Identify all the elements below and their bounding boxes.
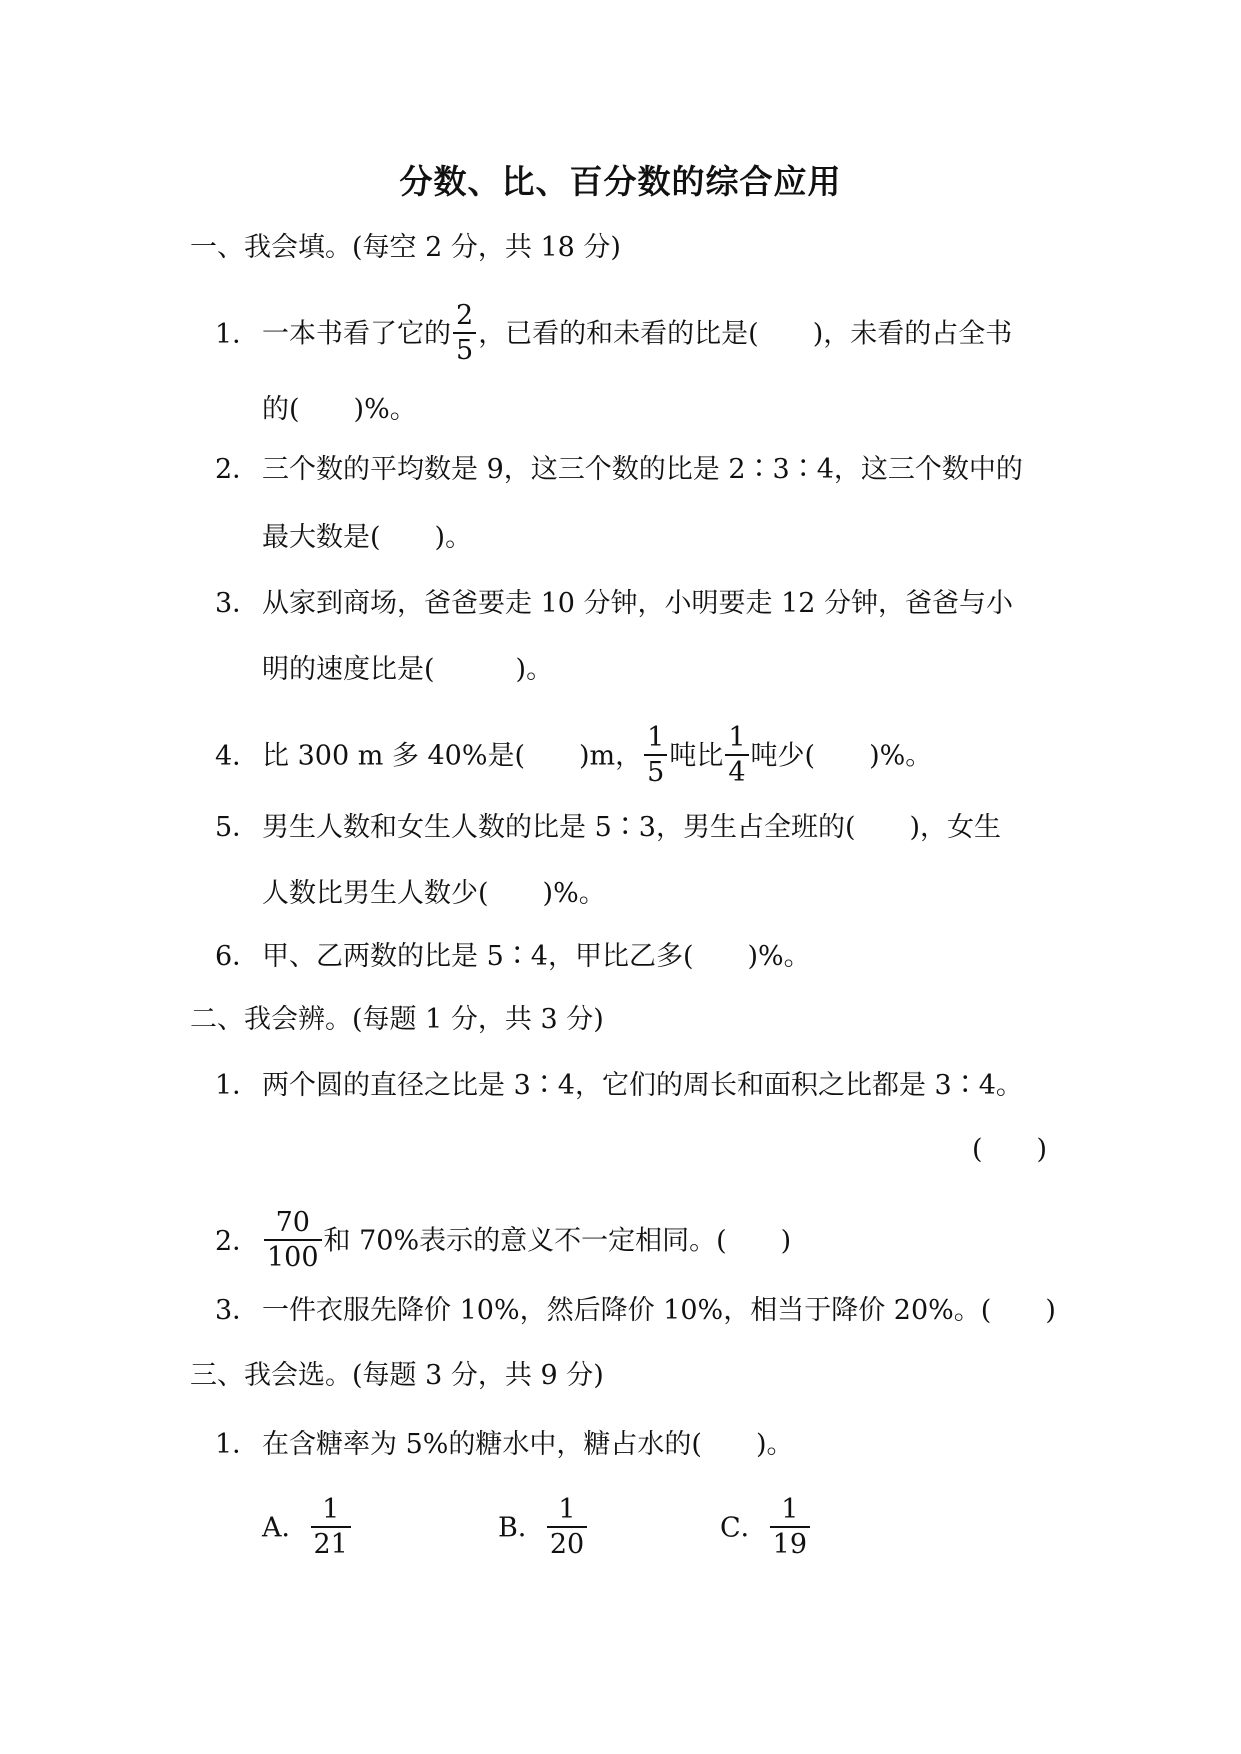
option-fraction <box>547 1496 587 1558</box>
s1-q6-text: 甲、乙两数的比是 5∶4，甲比乙多( )%。 <box>262 941 811 972</box>
s3-q1-number: 1． <box>215 1429 260 1460</box>
s2-q2-fraction <box>264 1209 322 1271</box>
s1-q2-line1 <box>215 450 1023 490</box>
s1-q1-text-pre: 一本书看了它的 <box>262 318 451 350</box>
s1-q2-line2: 最大数是( )。 <box>262 522 473 553</box>
s2-q1-line1 <box>215 1066 1023 1106</box>
s2-q1-text: 两个圆的直径之比是 3∶4，它们的周长和面积之比都是 3∶4。 <box>262 1070 1023 1101</box>
s1-q5-line1 <box>215 808 1001 848</box>
fraction-denominator: 100 <box>267 1242 319 1273</box>
s1-q4-fraction-1 <box>644 724 667 786</box>
fraction-numerator: 1 <box>311 1496 351 1528</box>
s2-q3-text: 一件衣服先降价 10%，然后降价 10%，相当于降价 20%。( ) <box>262 1295 1056 1326</box>
fraction-numerator: 70 <box>264 1209 322 1241</box>
s1-q1-fraction <box>453 302 476 364</box>
s1-q1-line1 <box>215 300 1013 366</box>
s1-q5-text: 男生人数和女生人数的比是 5∶3，男生占全班的( )，女生 <box>262 812 1002 843</box>
s1-q4-text-pre: 比 300 m 多 40%是( )m， <box>262 740 643 772</box>
fraction-denominator: 4 <box>728 757 746 788</box>
page-title: 分数、比、百分数的综合应用 <box>399 162 842 201</box>
s2-q2-number: 2． <box>215 1225 260 1257</box>
s3-q1-option-a <box>262 1494 353 1560</box>
s1-q1-text-post: ，已看的和未看的比是( )，未看的占全书 <box>478 318 1013 350</box>
s1-q2-text: 三个数的平均数是 9，这三个数的比是 2∶3∶4，这三个数中的 <box>262 454 1023 485</box>
s1-q3-line2: 明的速度比是( )。 <box>262 654 554 685</box>
s2-q2-text-post: 和 70%表示的意义不一定相同。( ) <box>323 1225 792 1257</box>
s3-q1-text: 在含糖率为 5%的糖水中，糖占水的( )。 <box>262 1429 794 1460</box>
option-fraction <box>311 1496 351 1558</box>
option-label: B． <box>498 1512 545 1544</box>
s1-q2-number: 2． <box>215 454 260 485</box>
s2-q1-number: 1． <box>215 1070 260 1101</box>
s3-q1-option-c <box>720 1494 812 1560</box>
s1-q4-number: 4． <box>215 740 260 772</box>
fraction-denominator: 5 <box>456 335 474 366</box>
s1-q4-line <box>215 722 933 788</box>
s1-q1-line2: 的( )%。 <box>262 394 417 425</box>
s1-q4-text-mid: 吨比 <box>669 740 724 772</box>
section-1-heading: 一、我会填。(每空 2 分，共 18 分) <box>190 232 621 263</box>
s1-q5-line2: 人数比男生人数少( )%。 <box>262 878 606 909</box>
s1-q4-fraction-2 <box>725 724 748 786</box>
fraction-numerator: 1 <box>725 724 748 756</box>
s2-q3-line1 <box>215 1291 1056 1331</box>
s1-q5-number: 5． <box>215 812 260 843</box>
fraction-numerator: 1 <box>644 724 667 756</box>
s1-q4-text-post: 吨少( )%。 <box>750 740 933 772</box>
section-2-heading: 二、我会辨。(每题 1 分，共 3 分) <box>190 1004 604 1035</box>
s1-q3-text: 从家到商场，爸爸要走 10 分钟，小明要走 12 分钟，爸爸与小 <box>262 588 1014 619</box>
s2-q1-answer-blank: ( ) <box>972 1134 1048 1165</box>
s1-q1-number: 1． <box>215 318 260 350</box>
s2-q2-line <box>215 1207 792 1273</box>
s3-q1-option-b <box>498 1494 589 1560</box>
s2-q3-number: 3． <box>215 1295 260 1326</box>
s3-q1-line1 <box>215 1425 793 1465</box>
fraction-numerator: 2 <box>453 302 476 334</box>
option-fraction <box>770 1496 810 1558</box>
fraction-numerator: 1 <box>770 1496 810 1528</box>
option-label: C． <box>720 1512 768 1544</box>
s1-q3-line1 <box>215 584 1013 624</box>
option-label: A． <box>262 1512 309 1544</box>
section-3-heading: 三、我会选。(每题 3 分，共 9 分) <box>190 1360 604 1391</box>
fraction-denominator: 20 <box>549 1529 585 1560</box>
fraction-numerator: 1 <box>547 1496 587 1528</box>
s1-q6-line1 <box>215 937 811 977</box>
s1-q6-number: 6． <box>215 941 260 972</box>
fraction-denominator: 19 <box>772 1529 808 1560</box>
s1-q3-number: 3． <box>215 588 260 619</box>
fraction-denominator: 21 <box>313 1529 348 1560</box>
fraction-denominator: 5 <box>647 757 665 788</box>
